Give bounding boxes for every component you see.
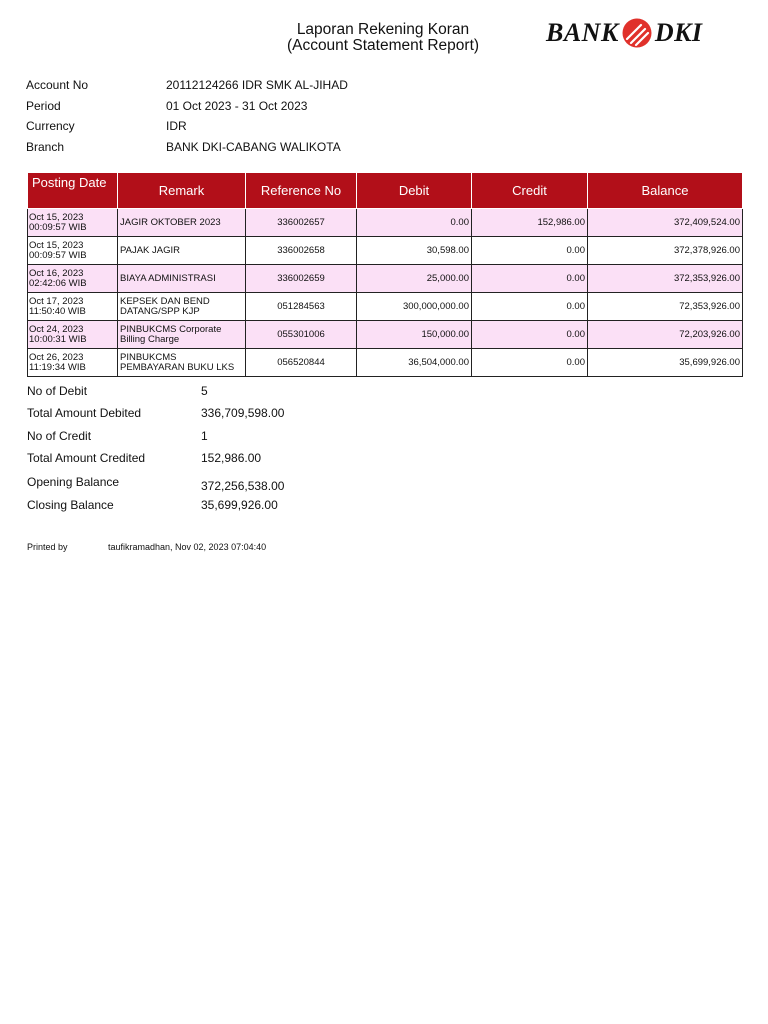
closing-balance-value: 35,699,926.00 [201,498,278,512]
posting-time: 10:00:31 WIB [29,333,87,345]
report-title-line1: Laporan Rekening Koran [296,21,470,38]
remark-cell: BIAYA ADMINISTRASI [118,265,246,293]
reference-cell: 055301006 [246,321,357,349]
table-row [28,209,743,237]
printed-by-footer [27,542,267,552]
remark-cell: JAGIR OKTOBER 2023 [118,209,246,237]
posting-time: 00:09:57 WIB [29,249,87,261]
debit-cell: 300,000,000.00 [357,293,472,321]
account-no-label: Account No [26,78,89,92]
balance-cell: 72,203,926.00 [588,321,743,349]
logo-text-bank: BANK [546,18,619,47]
posting-date: Oct 26, 2023 [29,351,84,363]
posting-time: 02:42:06 WIB [29,277,87,289]
table-row [28,349,743,377]
total-debited-label: Total Amount Debited [27,406,142,420]
remark-cell: PINBUKCMS PEMBAYARAN BUKU LKS [118,349,246,377]
reference-cell: 056520844 [246,349,357,377]
posting-time: 00:09:57 WIB [29,221,87,233]
posting-date: Oct 24, 2023 [29,323,84,335]
no-of-debit-label: No of Debit [27,384,88,398]
report-title [230,22,536,54]
no-of-debit-value: 5 [201,384,208,398]
posting-date: Oct 17, 2023 [29,295,84,307]
no-of-credit-label: No of Credit [27,429,92,443]
debit-cell: 0.00 [357,209,472,237]
remark-cell: KEPSEK DAN BEND DATANG/SPP KJP [118,293,246,321]
column-header-credit: Credit [472,173,588,209]
credit-cell: 152,986.00 [472,209,588,237]
posting-date: Oct 15, 2023 [29,211,84,223]
currency-label: Currency [26,119,75,133]
statement-table [27,172,743,377]
column-header-reference-no: Reference No [246,173,357,209]
posting-time: 11:50:40 WIB [29,305,86,317]
balance-cell: 372,378,926.00 [588,237,743,265]
balance-cell: 35,699,926.00 [588,349,743,377]
posting-date: Oct 16, 2023 [29,267,84,279]
total-credited-label: Total Amount Credited [27,451,146,465]
bank-dki-logo [546,16,703,50]
reference-cell: 336002658 [246,237,357,265]
credit-cell: 0.00 [472,265,588,293]
reference-cell: 336002659 [246,265,357,293]
branch-label: Branch [26,140,65,154]
currency-value: IDR [166,119,187,133]
period-value: 01 Oct 2023 - 31 Oct 2023 [166,99,308,113]
table-row [28,321,743,349]
remark-cell: PAJAK JAGIR [118,237,246,265]
debit-cell: 25,000.00 [357,265,472,293]
table-row [28,265,743,293]
table-header-row [28,173,743,209]
printed-by-label: Printed by [27,542,68,552]
table-row [28,237,743,265]
posting-date-cell [28,265,118,293]
column-header-remark: Remark [118,173,246,209]
credit-cell: 0.00 [472,321,588,349]
posting-date-cell [28,237,118,265]
period-label: Period [26,99,61,113]
balance-cell: 372,409,524.00 [588,209,743,237]
report-title-line2: (Account Statement Report) [286,37,480,54]
reference-cell: 336002657 [246,209,357,237]
opening-balance-label: Opening Balance [27,475,120,489]
posting-date: Oct 15, 2023 [29,239,84,251]
balance-cell: 372,353,926.00 [588,265,743,293]
bank-dki-emblem-icon [621,17,653,49]
posting-date-cell [28,349,118,377]
debit-cell: 30,598.00 [357,237,472,265]
table-row [28,293,743,321]
posting-date-cell [28,209,118,237]
closing-balance-label: Closing Balance [27,498,114,512]
balance-cell: 72,353,926.00 [588,293,743,321]
column-header-balance: Balance [588,173,743,209]
remark-cell: PINBUKCMS Corporate Billing Charge [118,321,246,349]
posting-date-cell [28,321,118,349]
printed-by-value: taufikramadhan, Nov 02, 2023 07:04:40 [108,542,267,552]
posting-date-cell [28,293,118,321]
debit-cell: 150,000.00 [357,321,472,349]
debit-cell: 36,504,000.00 [357,349,472,377]
opening-balance-value: 372,256,538.00 [201,479,285,493]
credit-cell: 0.00 [472,293,588,321]
posting-time: 11:19:34 WIB [29,361,86,373]
branch-value: BANK DKI-CABANG WALIKOTA [166,140,341,154]
total-credited-value: 152,986.00 [201,451,262,465]
no-of-credit-value: 1 [201,429,208,443]
column-header-debit: Debit [357,173,472,209]
account-no-value: 20112124266 IDR SMK AL-JIHAD [166,78,348,92]
credit-cell: 0.00 [472,237,588,265]
total-debited-value: 336,709,598.00 [201,406,285,420]
column-header-posting-date: Posting Date [28,173,118,209]
reference-cell: 051284563 [246,293,357,321]
credit-cell: 0.00 [472,349,588,377]
logo-text-dki: DKI [654,18,703,47]
